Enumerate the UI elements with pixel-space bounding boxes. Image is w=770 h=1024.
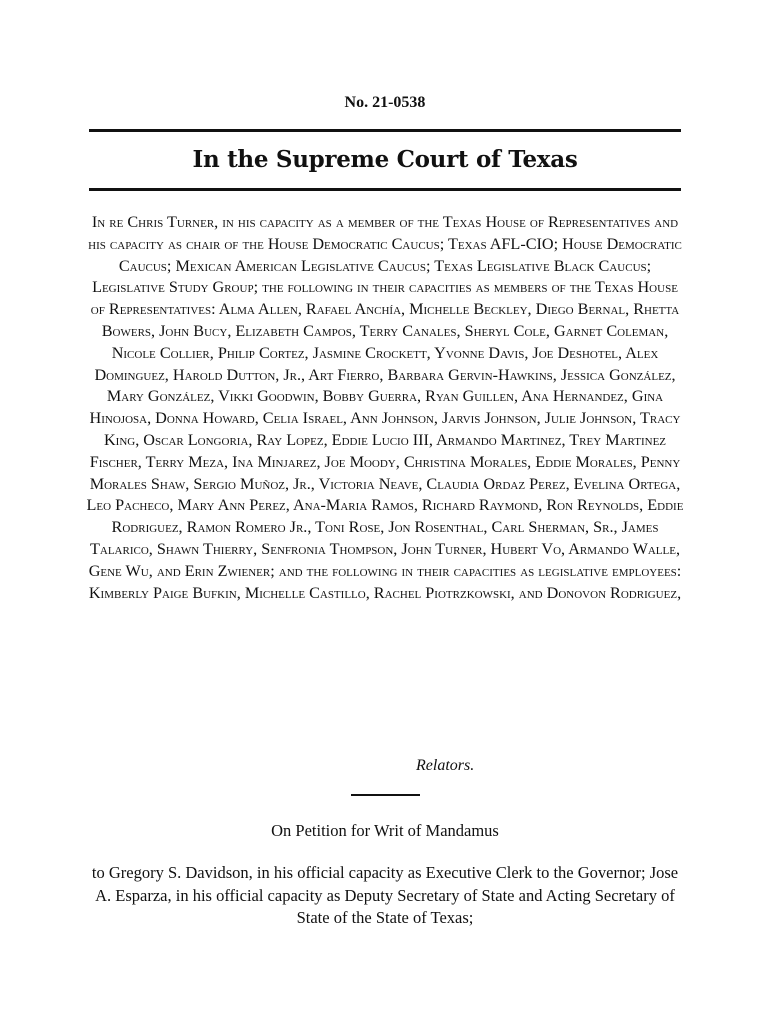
top-rule (89, 129, 681, 132)
bottom-rule (89, 188, 681, 191)
relators-label: Relators. (416, 757, 475, 774)
respondents-text: to Gregory S. Davidson, in his official capacity as Executive Clerk to the Governor; Jose A. Esparza, in his official capacity as Deputy Secretary of State and Acting Secretary of State of the State of Texas; (91, 863, 679, 927)
parties-caption: In re Chris Turner, in his capacity as a member of the Texas House of Representatives and his capacity as chair of the House Democratic Caucus; Texas AFL-CIO; House Democratic Caucus; Mexican American Legislative Caucus; Texas Legislative Black Caucus; Legislative Study Group; the following in their capacities as members of the Texas House of Representatives: Alma Allen, Rafael Anchía, Michelle Beckley, Diego Bernal, Rhetta Bowers, John Bucy, Elizabeth Campos, Terry Canales, Sheryl Cole, Garnet Coleman, Nicole Collier, Philip Cortez, Jasmine Crockett, Yvonne Davis, Joe Deshotel, Alex Dominguez, Harold Dutton, Jr., Art Fierro, Barbara Gervin-Hawkins, Jessica González, Mary González, Vikki Goodwin, Bobby Guerra, Ryan Guillen, Ana Hernandez, Gina Hinojosa, Donna Howard, Celia Israel, Ann Johnson, Jarvis Johnson, Julie Johnson, Tracy King, Oscar Longoria, Ray Lopez, Eddie Lucio III, Armando Martinez, Trey Martinez Fischer, Terry Meza, Ina Minjarez, Joe Moody, Christina Morales, Eddie Morales, Penny Morales Shaw, Sergio Muñoz, Jr., Victoria Neave, Claudia Ordaz Perez, Evelina Ortega, Leo Pacheco, Mary Ann Perez, Ana-Maria Ramos, Richard Raymond, Ron Reynolds, Eddie Rodriguez, Ramon Romero Jr., Toni Rose, Jon Rosenthal, Carl Sherman, Sr., James Talarico, Shawn Thierry, Senfronia Thompson, John Turner, Hubert Vo, Armando Walle, Gene Wu, and Erin Zwiener; and the following in their capacities as legislative employees: Kimberly Paige Bufkin, Michelle Castillo, Rachel Piotrzkowski, and Donovon Rodriguez, (86, 213, 684, 602)
court-title: In the Supreme Court of Texas (192, 146, 578, 173)
petition-heading: On Petition for Writ of Mandamus (271, 821, 499, 840)
separator-rule (351, 794, 420, 796)
case-number: No. 21-0538 (344, 94, 426, 111)
